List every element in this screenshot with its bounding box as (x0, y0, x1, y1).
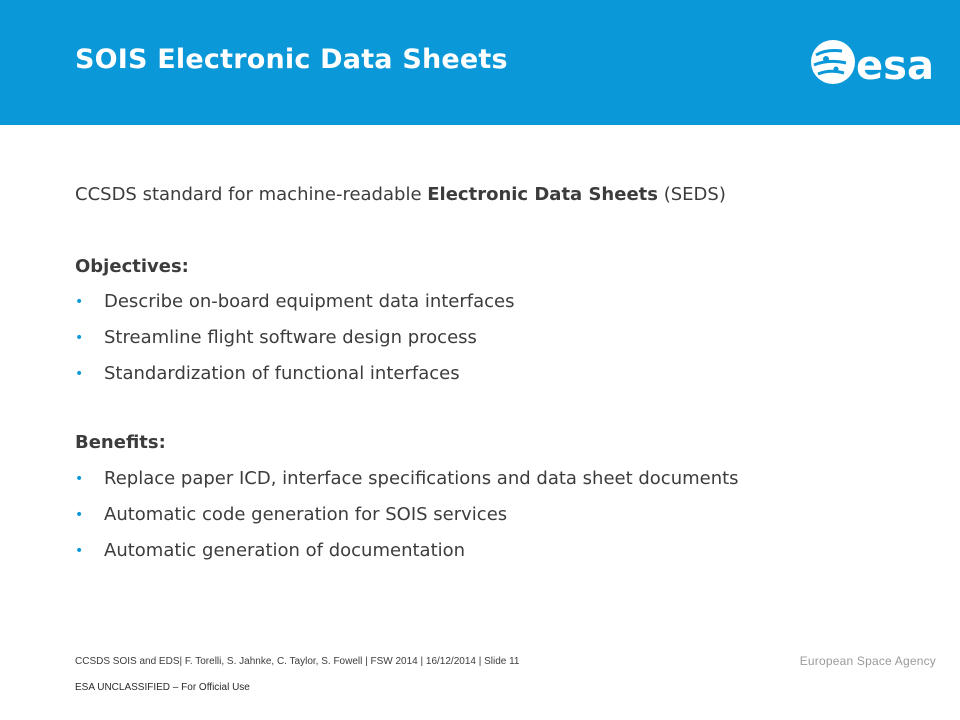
esa-logo-text: esa (856, 43, 934, 89)
intro-prefix: CCSDS standard for machine-readable (75, 184, 428, 205)
list-item: • Replace paper ICD, interface specifications and data sheet documents (75, 461, 739, 497)
objectives-list (75, 284, 515, 392)
esa-logo (806, 35, 941, 90)
benefits-heading: Benefits: (75, 432, 166, 453)
header-bar (0, 0, 960, 125)
footer-classification: ESA UNCLASSIFIED – For Official Use (75, 682, 250, 693)
intro-line (75, 184, 726, 205)
list-item: • Describe on-board equipment data interfaces (75, 284, 515, 320)
footer-citation: CCSDS SOIS and EDS| F. Torelli, S. Jahnke, C. Taylor, S. Fowell | FSW 2014 | 16/12/2014 | Slide 11 (75, 656, 520, 667)
list-item: • Standardization of functional interfaces (75, 356, 515, 392)
objectives-heading: Objectives: (75, 256, 189, 277)
list-item: • Streamline flight software design process (75, 320, 515, 356)
slide-title: SOIS Electronic Data Sheets (75, 44, 508, 75)
bullet-icon: • (75, 543, 84, 559)
bullet-icon: • (75, 366, 84, 382)
bullet-icon: • (75, 294, 84, 310)
list-item: • Automatic generation of documentation (75, 533, 739, 569)
benefits-list (75, 461, 739, 569)
bullet-icon: • (75, 507, 84, 523)
esa-globe-icon (811, 40, 855, 84)
intro-suffix: (SEDS) (657, 184, 726, 205)
bullet-icon: • (75, 330, 84, 346)
bullet-icon: • (75, 471, 84, 487)
footer-agency-name: European Space Agency (799, 654, 936, 668)
intro-bold: Electronic Data Sheets (427, 184, 658, 205)
list-item: • Automatic code generation for SOIS services (75, 497, 739, 533)
